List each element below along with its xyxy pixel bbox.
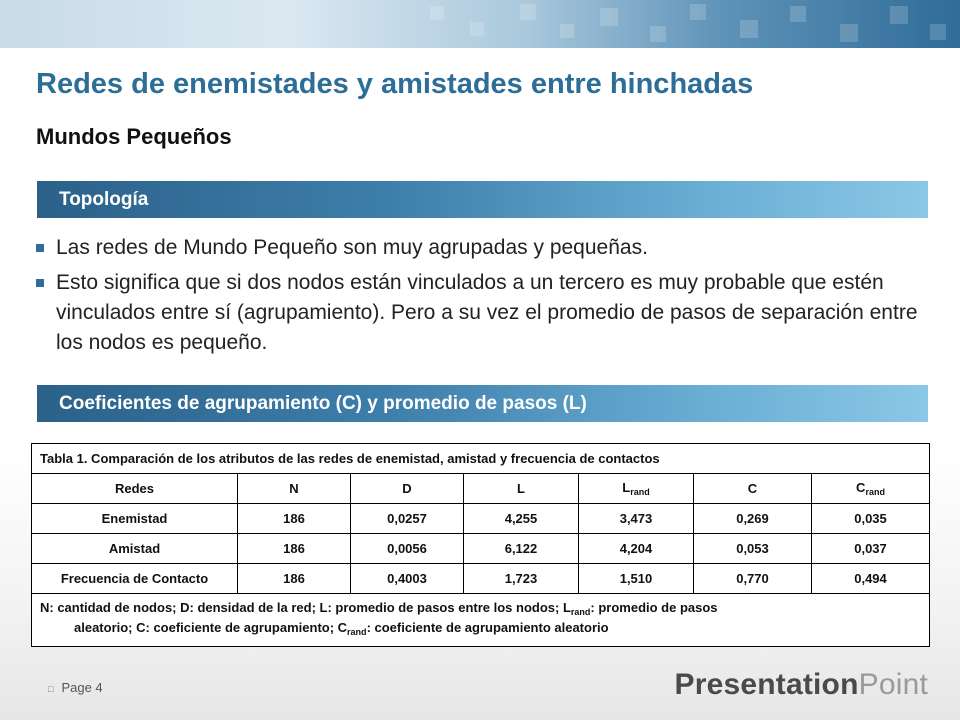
table-cell: 1,510: [579, 564, 694, 594]
table-cell: 0,269: [694, 504, 812, 534]
table-cell: 186: [238, 534, 351, 564]
comparison-table: [31, 443, 930, 647]
table-cell: 186: [238, 504, 351, 534]
table-cell: Amistad: [32, 534, 238, 564]
header-decoration: [740, 20, 758, 38]
presentationpoint-logo: [674, 668, 928, 702]
bullet-square-icon: [36, 279, 44, 287]
table-row: [32, 504, 930, 534]
header-crand-base: C: [856, 480, 866, 495]
header-decoration: [470, 22, 484, 36]
table-cell: 0,494: [812, 564, 930, 594]
table-cell: 186: [238, 564, 351, 594]
header-crand: [812, 474, 930, 504]
bullet-text: Esto significa que si dos nodos están vinculados a un tercero es muy probable que estén vinculados entre sí (agrupamiento). Pero a su vez el promedio de pasos de separación entre los nodos es pequeño.: [56, 271, 918, 354]
table-footnote-row: [32, 594, 930, 647]
logo-text-light: Point: [858, 668, 928, 701]
header-n: N: [238, 474, 351, 504]
footnote-part4: : coeficiente de agrupamiento aleatorio: [366, 620, 609, 635]
footnote-part1: N: cantidad de nodos; D: densidad de la red; L: promedio de pasos entre los nodos; L: [40, 600, 571, 615]
bullet-list: [36, 233, 936, 363]
table-cell: 0,037: [812, 534, 930, 564]
section-bar-topology: [36, 181, 928, 218]
header-lrand-base: L: [622, 480, 631, 495]
footnote-second-line: [40, 620, 921, 640]
table-cell: Enemistad: [32, 504, 238, 534]
slide-subtitle: Mundos Pequeños: [36, 124, 232, 149]
table-cell: 0,0056: [351, 534, 464, 564]
header-decoration: [520, 4, 536, 20]
bullet-text: Las redes de Mundo Pequeño son muy agrupadas y pequeñas.: [56, 236, 648, 259]
table-cell: 4,255: [464, 504, 579, 534]
footnote-part2: : promedio de pasos: [590, 600, 718, 615]
header-d: D: [351, 474, 464, 504]
table-row: [32, 534, 930, 564]
page-number: Page 4: [61, 680, 103, 695]
header-band: [0, 0, 960, 48]
table-cell: 0,053: [694, 534, 812, 564]
header-decoration: [600, 8, 618, 26]
page-indicator: [48, 680, 103, 695]
table-cell: Frecuencia de Contacto: [32, 564, 238, 594]
header-lrand-sub: rand: [630, 487, 650, 497]
header-decoration: [840, 24, 858, 42]
section-title-topology: Topología: [59, 189, 149, 210]
table-caption-row: [32, 444, 930, 474]
header-lrand: [579, 474, 694, 504]
section-title-coefficients: Coeficientes de agrupamiento (C) y promedio de pasos (L): [59, 393, 587, 414]
header-decoration: [430, 6, 444, 20]
bullet-item: [36, 268, 936, 358]
footnote-sub2: rand: [347, 627, 367, 637]
page-marker-icon: □: [48, 684, 54, 694]
table-cell: 0,770: [694, 564, 812, 594]
header-decoration: [560, 24, 574, 38]
comparison-table-container: [31, 443, 929, 647]
table-cell: 0,4003: [351, 564, 464, 594]
footnote-part3: aleatorio; C: coeficiente de agrupamiento; C: [74, 620, 348, 635]
header-decoration: [790, 6, 806, 22]
header-decoration: [890, 6, 908, 24]
table-cell: 1,723: [464, 564, 579, 594]
bullet-square-icon: [36, 244, 44, 252]
table-cell: 6,122: [464, 534, 579, 564]
table-caption: Tabla 1. Comparación de los atributos de las redes de enemistad, amistad y frecuencia de contactos: [32, 444, 930, 474]
table-row: [32, 564, 930, 594]
table-cell: 0,035: [812, 504, 930, 534]
header-redes: Redes: [32, 474, 238, 504]
header-c: C: [694, 474, 812, 504]
header-decoration: [650, 26, 666, 42]
footnote-sub1: rand: [570, 607, 591, 617]
bullet-item: [36, 233, 936, 263]
section-bar-coefficients: [36, 385, 928, 422]
table-cell: 0,0257: [351, 504, 464, 534]
slide-title: Redes de enemistades y amistades entre hinchadas: [36, 68, 754, 100]
header-decoration: [690, 4, 706, 20]
table-footnote: [32, 594, 930, 647]
header-l: L: [464, 474, 579, 504]
table-cell: 3,473: [579, 504, 694, 534]
logo-text-dark: Presentation: [674, 668, 859, 701]
table-header-row: [32, 474, 930, 504]
table-cell: 4,204: [579, 534, 694, 564]
header-crand-sub: rand: [865, 487, 885, 497]
header-decoration: [930, 24, 946, 40]
